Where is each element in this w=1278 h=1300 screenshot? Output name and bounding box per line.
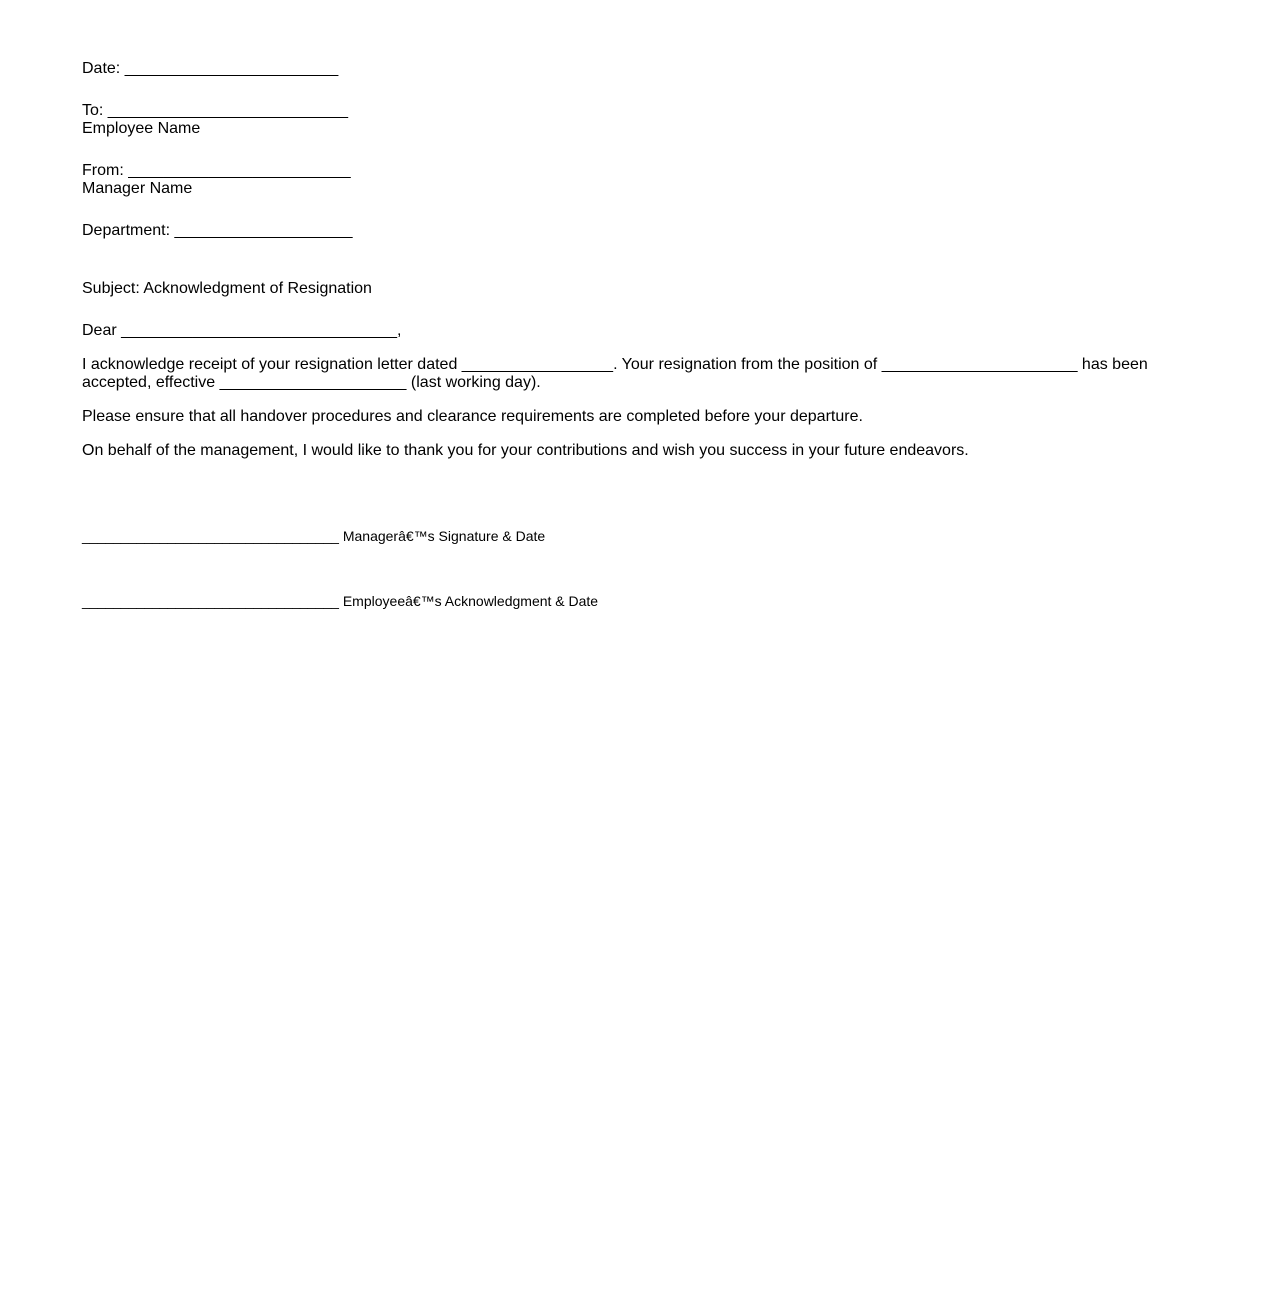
to-blank: ___________________________	[107, 102, 349, 119]
department-label: Department:	[82, 222, 171, 239]
to-label: To:	[82, 102, 104, 119]
salutation-prefix: Dear	[82, 322, 117, 339]
manager-signature-line	[82, 528, 545, 544]
date-blank: ________________________	[124, 60, 339, 77]
department-blank: ____________________	[174, 222, 353, 239]
employee-acknowledgment-label: Employeeâ€™s Acknowledgment & Date	[342, 593, 599, 609]
paragraph-thanks: On behalf of the management, I would like to thank you for your contributions and wish you success in your future endeavors.	[82, 442, 969, 459]
to-line	[82, 102, 348, 120]
subject-line: Subject: Acknowledgment of Resignation	[82, 280, 372, 297]
from-blank: _________________________	[128, 162, 351, 179]
from-line	[82, 162, 351, 180]
position-blank: ______________________	[881, 356, 1078, 373]
paragraph-acknowledgment: I acknowledge receipt of your resignation letter dated _________________. Your resignation from the position of ______________________ has been accepted, effective _____________________ (last working day).	[82, 356, 1148, 391]
from-label: From:	[82, 162, 124, 179]
salutation	[82, 322, 401, 340]
manager-signature-blank: _________________________________	[82, 528, 339, 544]
paragraph-handover: Please ensure that all handover procedures and clearance requirements are completed before your departure.	[82, 408, 863, 425]
effective-date-blank: _____________________	[219, 374, 407, 391]
to-caption: Employee Name	[82, 120, 201, 137]
employee-acknowledgment-blank: _________________________________	[82, 593, 339, 609]
resignation-date-blank: _________________. Your resignation from the position of	[461, 356, 878, 373]
from-caption: Manager Name	[82, 180, 193, 197]
department-line	[82, 222, 352, 240]
date-label: Date:	[82, 60, 121, 77]
date-line	[82, 60, 338, 78]
employee-acknowledgment-line	[82, 593, 598, 609]
salutation-blank: _______________________________,	[121, 322, 402, 339]
manager-signature-label: Managerâ€™s Signature & Date	[342, 528, 546, 544]
